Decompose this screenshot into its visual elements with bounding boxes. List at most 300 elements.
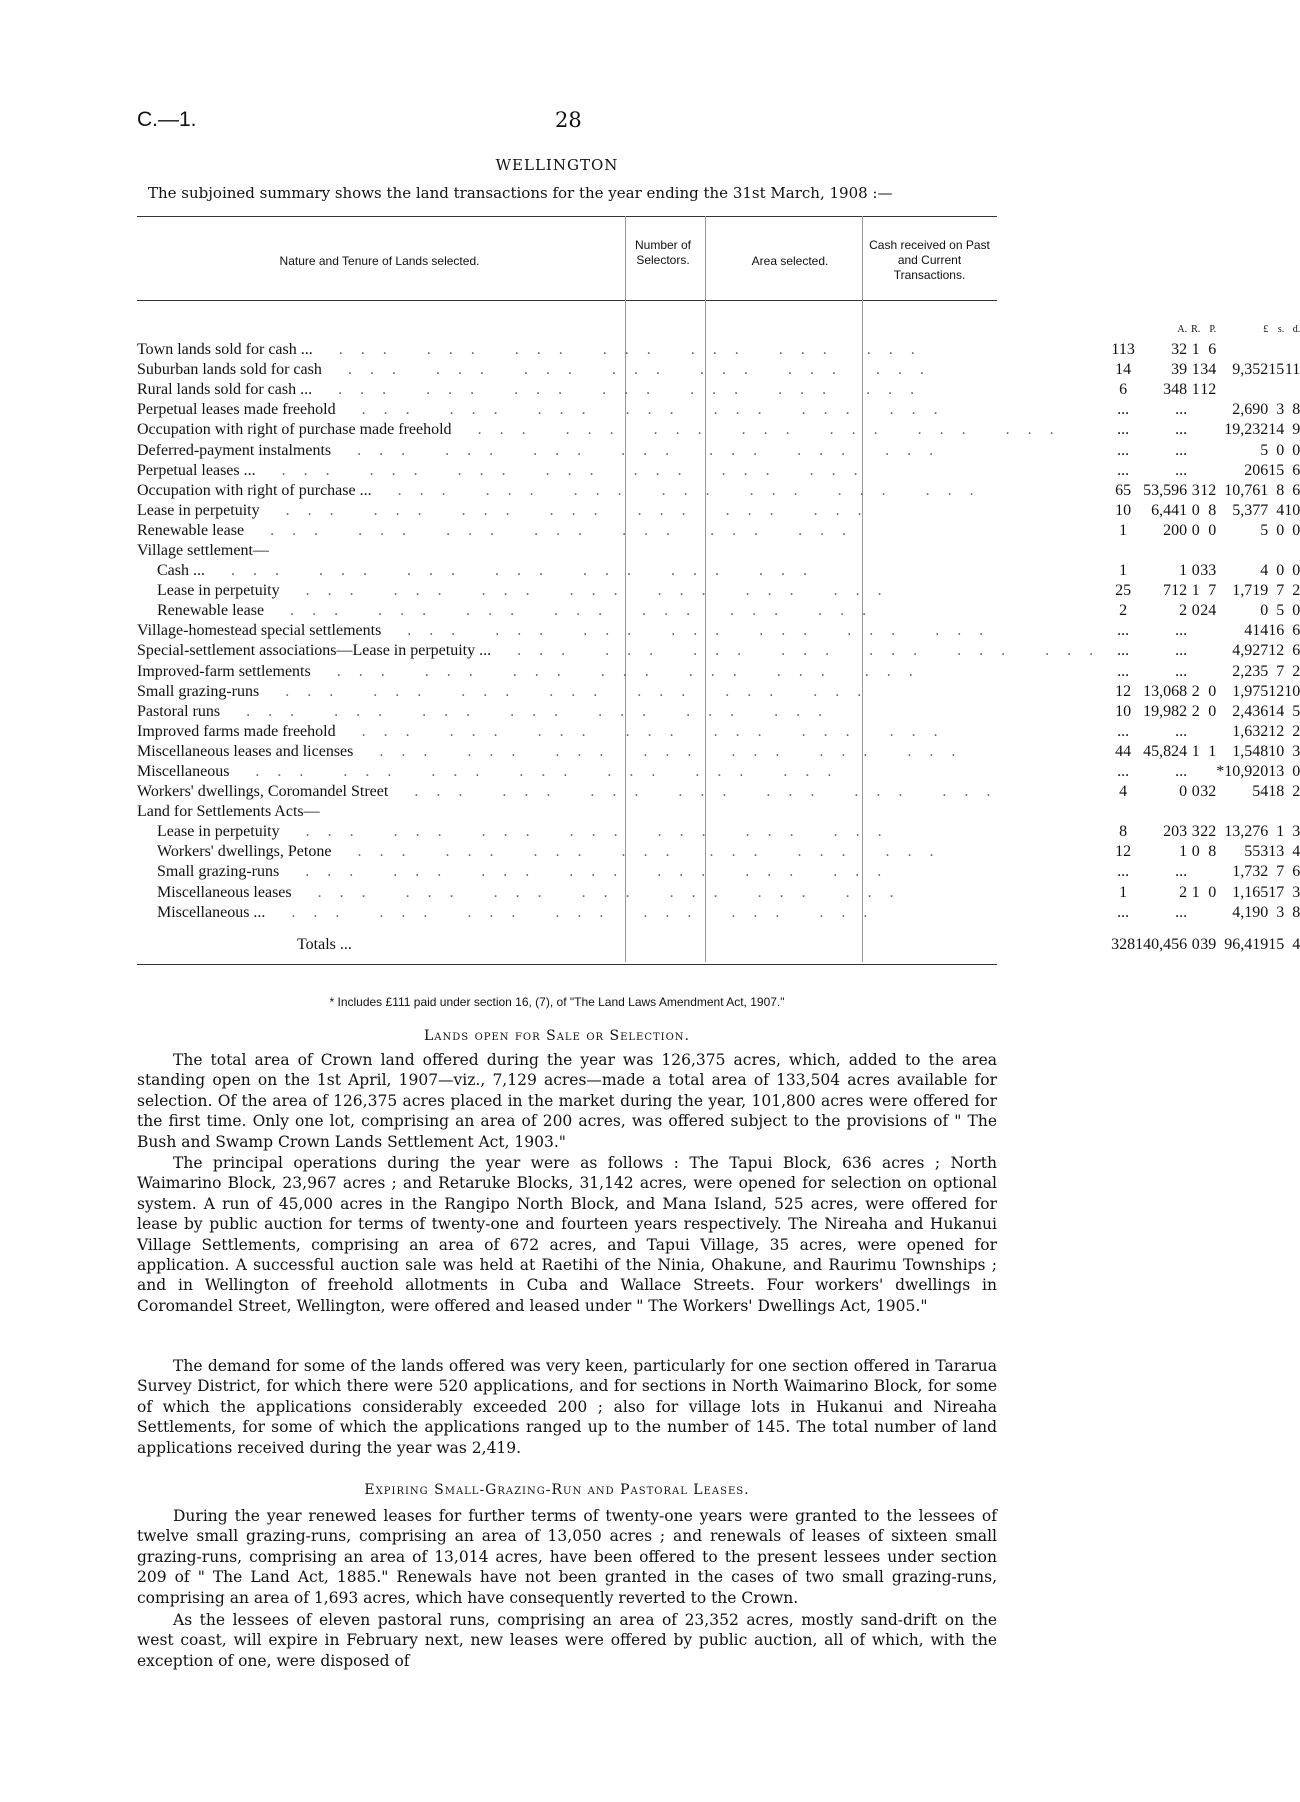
row-perches xyxy=(1200,420,1216,440)
leader-dots: ... ... ... ... ... ... ... xyxy=(269,903,886,921)
row-pounds xyxy=(1216,541,1268,561)
row-shillings: 15 xyxy=(1268,361,1285,379)
totals-pence: 4 xyxy=(1292,935,1300,953)
row-roods: 0 xyxy=(1191,562,1200,580)
row-nature-label: Lease in perpetuity xyxy=(157,582,284,599)
row-shillings: 7 xyxy=(1276,582,1285,600)
row-perches xyxy=(1200,662,1216,682)
row-perches: 8 xyxy=(1208,843,1217,861)
row-nature-label: Lease in perpetuity xyxy=(137,502,264,519)
row-roods: 0 xyxy=(1191,521,1200,539)
row-roods xyxy=(1191,440,1200,460)
table-row xyxy=(137,420,1300,440)
row-shillings: 1 xyxy=(1276,823,1285,841)
row-pounds: 4 xyxy=(1260,562,1269,580)
leader-dots: ... ... ... ... ... ... ... xyxy=(325,361,942,379)
row-selectors: 12 xyxy=(1115,843,1132,861)
row-shillings: 14 xyxy=(1268,702,1285,720)
row-pounds: 1,975 xyxy=(1232,682,1269,700)
row-roods xyxy=(1191,541,1200,561)
summary-intro: The subjoined summary shows the land transactions for the year ending the 31st March, 1908 :— xyxy=(148,184,893,202)
header-bottom-rule xyxy=(137,300,997,301)
units-row xyxy=(137,320,1300,340)
row-selectors: ... xyxy=(1117,622,1130,640)
row-acres: 0 xyxy=(1179,783,1188,801)
paragraph: As the lessees of eleven pastoral runs, comprising an area of 23,352 acres, mostly sand-drift on the west coast, will expire in February next, new leases were offered by public auction, all of which, with the exception of one, were disposed of xyxy=(137,1611,997,1670)
row-shillings: 0 xyxy=(1276,441,1285,459)
row-acres: ... xyxy=(1175,763,1188,781)
row-pence: 6 xyxy=(1292,481,1300,499)
table-row xyxy=(137,662,1300,682)
leader-dots: ... ... ... ... ... ... ... xyxy=(357,742,974,760)
row-nature-label: Village settlement— xyxy=(137,542,273,559)
row-roods: 3 xyxy=(1191,481,1200,499)
row-pence: 9 xyxy=(1292,421,1300,439)
row-shillings xyxy=(1268,541,1284,561)
row-acres: ... xyxy=(1175,642,1188,660)
row-pounds: 54 xyxy=(1252,783,1269,801)
unit-shillings: s. xyxy=(1277,324,1285,335)
row-perches: 0 xyxy=(1208,521,1217,539)
leader-dots: ... ... ... ... ... ... ... xyxy=(209,562,825,580)
row-nature-label: Miscellaneous xyxy=(137,763,233,780)
row-nature xyxy=(137,420,1111,440)
row-perches: 32 xyxy=(1200,783,1217,801)
row-roods xyxy=(1191,400,1200,420)
row-pounds: 1,719 xyxy=(1232,582,1269,600)
row-perches: 1 xyxy=(1208,742,1217,760)
row-acres: 200 xyxy=(1163,521,1188,539)
row-shillings: 0 xyxy=(1276,521,1285,539)
row-nature-label: Pastoral runs xyxy=(137,703,224,720)
row-perches: 0 xyxy=(1208,702,1217,720)
totals-acres: 140,456 xyxy=(1135,935,1188,953)
row-roods: 0 xyxy=(1191,843,1200,861)
table-row xyxy=(137,501,1300,521)
row-nature-label: Town lands sold for cash ... xyxy=(137,341,317,358)
row-acres: ... xyxy=(1175,622,1188,640)
table-row xyxy=(137,682,1300,702)
row-shillings: 4 xyxy=(1276,501,1285,519)
row-pence: 0 xyxy=(1292,521,1300,539)
row-roods xyxy=(1191,461,1200,481)
row-nature xyxy=(137,461,1111,481)
row-nature-label: Miscellaneous leases and licenses xyxy=(137,743,357,760)
row-selectors: ... xyxy=(1117,421,1130,439)
leader-dots: ... ... ... ... ... ... ... xyxy=(283,863,900,881)
table-row xyxy=(137,883,1300,903)
row-shillings: 12 xyxy=(1268,642,1285,660)
row-pence: 10 xyxy=(1284,501,1300,519)
table-row xyxy=(137,722,1300,742)
row-perches: 0 xyxy=(1208,682,1217,700)
table-top-rule xyxy=(137,216,997,217)
leader-dots: ... ... ... ... ... ... ... xyxy=(263,501,880,519)
row-pence: 6 xyxy=(1292,461,1300,479)
row-perches xyxy=(1200,621,1216,641)
totals-selectors: 328 xyxy=(1111,935,1136,953)
row-selectors: 14 xyxy=(1115,361,1132,379)
row-nature-label: Rural lands sold for cash ... xyxy=(137,381,316,398)
row-acres: ... xyxy=(1175,421,1188,439)
table-row xyxy=(137,521,1300,541)
table-row xyxy=(137,440,1300,460)
row-pounds: 414 xyxy=(1244,622,1269,640)
row-pounds: 1,548 xyxy=(1232,742,1269,760)
row-pence: 2 xyxy=(1292,582,1300,600)
row-pounds: 1,732 xyxy=(1232,863,1269,881)
row-nature xyxy=(137,682,1111,702)
row-nature xyxy=(137,481,1111,501)
unit-pence: d. xyxy=(1292,324,1300,335)
row-nature xyxy=(137,621,1111,641)
row-pence: 4 xyxy=(1292,843,1300,861)
row-pence: 0 xyxy=(1292,441,1300,459)
row-nature-label: Small grazing-runs xyxy=(157,863,283,880)
row-shillings: 16 xyxy=(1268,622,1285,640)
row-acres: 13,068 xyxy=(1143,682,1188,700)
row-pence: 3 xyxy=(1292,883,1300,901)
table-row xyxy=(137,742,1300,762)
row-pence: 6 xyxy=(1292,622,1300,640)
row-perches xyxy=(1200,862,1216,882)
leader-dots: ... ... ... ... ... ... ... xyxy=(263,682,880,700)
units-spacer xyxy=(1111,320,1135,340)
row-roods xyxy=(1191,662,1200,682)
row-shillings: 7 xyxy=(1276,863,1285,881)
row-acres: 1 xyxy=(1179,562,1188,580)
row-nature-label: Renewable lease xyxy=(137,522,248,539)
row-perches: 6 xyxy=(1208,341,1217,359)
row-nature-label: Lease in perpetuity xyxy=(157,823,284,840)
row-nature-label: Small grazing-runs xyxy=(137,683,263,700)
page-number: 28 xyxy=(555,108,582,132)
row-acres: 32 xyxy=(1171,341,1188,359)
leader-dots: ... ... ... ... ... ... ... xyxy=(268,602,885,620)
row-shillings: 15 xyxy=(1268,461,1285,479)
row-perches xyxy=(1200,903,1216,923)
row-selectors: 25 xyxy=(1115,582,1132,600)
row-nature xyxy=(137,903,1111,923)
table-row xyxy=(137,581,1300,601)
row-perches xyxy=(1200,541,1216,561)
row-perches: 22 xyxy=(1200,823,1217,841)
row-roods: 3 xyxy=(1191,823,1200,841)
row-acres: 348 xyxy=(1163,381,1188,399)
paragraph: The demand for some of the lands offered was very keen, particularly for one section offered in Tararua Survey District, for which there were 520 applications, and for sections in North Waimarino Block, for some of which the applications considerably exceeded 200 ; also for village lots in Hukanui and Nireaha Settlements, for some of which the applications ranged up to the number of 145. The total number of land applications received during the year was 2,419. xyxy=(137,1357,997,1457)
row-nature-label: Village-homestead special settlements xyxy=(137,622,385,639)
row-acres: 39 xyxy=(1171,361,1188,379)
row-pounds: 19,232 xyxy=(1224,421,1269,439)
row-shillings: 14 xyxy=(1268,421,1285,439)
row-selectors xyxy=(1111,802,1135,822)
row-shillings: 0 xyxy=(1276,562,1285,580)
table-row xyxy=(137,481,1300,501)
row-nature xyxy=(137,440,1111,460)
totals-pounds: 96,419 xyxy=(1224,935,1269,953)
row-nature xyxy=(137,380,1111,400)
row-nature xyxy=(137,862,1111,882)
row-selectors: 6 xyxy=(1119,381,1128,399)
row-shillings: 5 xyxy=(1276,602,1285,620)
table-row xyxy=(137,842,1300,862)
table-row xyxy=(137,903,1300,923)
row-pounds: 553 xyxy=(1244,843,1269,861)
totals-perches: 39 xyxy=(1200,935,1217,953)
row-perches: 8 xyxy=(1208,501,1217,519)
row-pounds xyxy=(1216,802,1268,822)
table-row xyxy=(137,561,1300,581)
row-nature-label: Miscellaneous ... xyxy=(157,904,269,921)
row-pounds: 206 xyxy=(1244,461,1269,479)
row-pounds: 2,235 xyxy=(1232,662,1269,680)
row-nature-label: Special-settlement associations—Lease in perpetuity ... xyxy=(137,642,495,659)
leader-dots: ... ... ... ... ... ... ... xyxy=(295,883,912,901)
row-pence: 3 xyxy=(1292,823,1300,841)
row-acres: ... xyxy=(1175,662,1188,680)
row-shillings: 12 xyxy=(1268,682,1285,700)
leader-dots: ... ... ... ... ... ... ... xyxy=(495,642,1112,660)
row-nature-label: Perpetual leases ... xyxy=(137,462,260,479)
row-pence: 10 xyxy=(1284,682,1300,700)
row-perches: 12 xyxy=(1200,381,1217,399)
leader-dots: ... ... ... ... ... ... ... xyxy=(283,823,900,841)
table-row xyxy=(137,862,1300,882)
row-roods: 1 xyxy=(1191,361,1200,379)
section-heading-lands-open: Lands open for Sale or Selection. xyxy=(423,1028,690,1044)
row-roods: 1 xyxy=(1191,381,1200,399)
row-nature-label: Renewable lease xyxy=(157,602,268,619)
row-pounds: 1,165 xyxy=(1232,883,1269,901)
row-perches xyxy=(1200,762,1216,782)
row-pence xyxy=(1284,541,1300,561)
row-acres: ... xyxy=(1175,722,1188,740)
col-header-area: Area selected. xyxy=(751,254,829,268)
row-selectors: 1 xyxy=(1119,562,1128,580)
row-pence: 6 xyxy=(1292,863,1300,881)
row-shillings: 18 xyxy=(1268,783,1285,801)
row-selectors: ... xyxy=(1117,401,1130,419)
row-acres: 712 xyxy=(1163,582,1188,600)
row-pence: 6 xyxy=(1292,642,1300,660)
leader-dots: ... ... ... ... ... ... ... xyxy=(335,843,952,861)
leader-dots: ... ... ... ... ... ... ... xyxy=(259,461,876,479)
row-acres: 19,982 xyxy=(1143,702,1188,720)
leader-dots: ... ... ... ... ... ... ... xyxy=(392,783,1009,801)
unit-acres: A. xyxy=(1177,324,1188,335)
table-row xyxy=(137,541,1300,561)
row-pence: 11 xyxy=(1284,361,1300,379)
paragraph: During the year renewed leases for further terms of twenty-one years were granted to the lessees of twelve small grazing-runs, comprising an area of 13,050 acres ; and renewals of leases of sixteen small grazing-runs, comprising an area of 13,014 acres, have been offered to the present lessees under section 209 of " The Land Act, 1885." Renewals have not been granted in the cases of two small grazing-runs, comprising an area of 1,693 acres, which have consequently reverted to the Crown. xyxy=(137,1507,997,1607)
row-selectors: ... xyxy=(1117,903,1130,921)
table-row xyxy=(137,601,1300,621)
row-shillings: 13 xyxy=(1268,843,1285,861)
row-nature xyxy=(137,581,1111,601)
col-header-cash: Cash received on Past and Current Transactions. xyxy=(869,238,990,282)
leader-dots: ... ... ... ... ... ... ... xyxy=(339,401,956,419)
row-roods: 0 xyxy=(1191,783,1200,801)
row-pounds: 5 xyxy=(1260,521,1269,539)
row-selectors: ... xyxy=(1117,642,1130,660)
totals-label: Totals ... xyxy=(297,935,352,953)
leader-dots: ... ... ... ... ... ... ... xyxy=(283,582,900,600)
row-nature xyxy=(137,340,1111,360)
row-pence: 0 xyxy=(1292,562,1300,580)
row-acres: ... xyxy=(1175,863,1188,881)
row-perches xyxy=(1200,802,1216,822)
row-roods xyxy=(1191,903,1200,923)
row-pence: 0 xyxy=(1292,763,1300,781)
units-spacer xyxy=(137,320,1111,340)
land-transactions-table xyxy=(137,320,1300,955)
row-nature xyxy=(137,822,1111,842)
row-acres xyxy=(1135,541,1191,561)
row-selectors: 65 xyxy=(1115,481,1132,499)
row-shillings: 10 xyxy=(1268,742,1285,760)
row-perches xyxy=(1200,722,1216,742)
row-perches xyxy=(1200,400,1216,420)
leader-dots: ... ... ... ... ... ... ... xyxy=(224,702,841,720)
row-nature xyxy=(137,842,1111,862)
table-row xyxy=(137,621,1300,641)
leader-dots: ... ... ... ... ... ... ... xyxy=(314,662,931,680)
row-acres: ... xyxy=(1175,461,1188,479)
row-nature xyxy=(137,601,1111,621)
row-selectors: 8 xyxy=(1119,823,1128,841)
table-row xyxy=(137,360,1300,380)
row-nature xyxy=(137,702,1111,722)
row-nature-label: Workers' dwellings, Petone xyxy=(157,843,335,860)
row-pounds: 4,190 xyxy=(1232,903,1269,921)
row-perches: 7 xyxy=(1208,582,1217,600)
row-pounds: *10,920 xyxy=(1216,763,1269,781)
row-shillings: 3 xyxy=(1276,903,1285,921)
footnote: * Includes £111 paid under section 16, (7), of "The Land Laws Amendment Act, 1907." xyxy=(329,995,785,1009)
row-nature xyxy=(137,501,1111,521)
row-acres: ... xyxy=(1175,441,1188,459)
row-perches: 33 xyxy=(1200,562,1217,580)
table-row xyxy=(137,461,1300,481)
report-reference: C.—1. xyxy=(137,108,197,131)
row-shillings: 13 xyxy=(1268,763,1285,781)
row-pence: 0 xyxy=(1292,602,1300,620)
row-selectors: 2 xyxy=(1119,602,1128,620)
row-nature xyxy=(137,561,1111,581)
row-pounds: 2,690 xyxy=(1232,401,1269,419)
row-acres: 53,596 xyxy=(1143,481,1188,499)
row-nature xyxy=(137,641,1111,661)
leader-dots: ... ... ... ... ... ... ... xyxy=(248,521,865,539)
row-nature xyxy=(137,742,1111,762)
row-perches xyxy=(1200,440,1216,460)
row-nature-label: Cash ... xyxy=(157,562,209,579)
row-selectors: 1 xyxy=(1119,521,1128,539)
unit-pounds: £ xyxy=(1263,324,1269,335)
row-acres: ... xyxy=(1175,401,1188,419)
row-pence xyxy=(1284,380,1300,400)
row-nature xyxy=(137,541,1111,561)
leader-dots: ... ... ... ... ... ... ... xyxy=(316,381,933,399)
paragraph: The principal operations during the year were as follows : The Tapui Block, 636 acres ; North Waimarino Block, 23,967 acres ; and Retaruke Blocks, 31,142 acres, were opened for selection on optional system. A run of 45,000 acres in the Rangipo North Block, and Mana Island, 525 acres, were offered for lease by public auction for terms of twenty-one and fourteen years respectively. The Nireaha and Hukanui Village Settlements, comprising an area of 672 acres, and Tapui Village, 35 acres, were opened for application. A successful auction sale was held at Raetihi of the Ninia, Ohakune, and Raurimu Townships ; and in Wellington of freehold allotments in Cuba and Wallace Streets. Four workers' dwellings in Coromandel Street, Wellington, were offered and leased under " The Workers' Dwellings Act, 1905." xyxy=(137,1154,997,1315)
row-perches: 34 xyxy=(1200,361,1217,379)
row-selectors: 10 xyxy=(1115,501,1132,519)
table-row xyxy=(137,822,1300,842)
row-roods: 2 xyxy=(1191,702,1200,720)
totals-roods: 0 xyxy=(1191,935,1200,953)
row-pounds: 2,436 xyxy=(1232,702,1269,720)
row-roods: 2 xyxy=(1191,682,1200,700)
row-pounds: 9,352 xyxy=(1232,361,1269,379)
row-shillings xyxy=(1268,340,1284,360)
row-acres: 203 xyxy=(1163,823,1188,841)
leader-dots: ... ... ... ... ... ... ... xyxy=(375,481,992,499)
table-row xyxy=(137,702,1300,722)
table-row xyxy=(137,340,1300,360)
row-nature-label: Miscellaneous leases xyxy=(157,884,296,901)
row-pence: 5 xyxy=(1292,702,1300,720)
row-pence: 2 xyxy=(1292,783,1300,801)
row-selectors: ... xyxy=(1117,863,1130,881)
row-acres: 2 xyxy=(1179,883,1188,901)
row-nature-label: Improved-farm settlements xyxy=(137,663,315,680)
row-shillings: 17 xyxy=(1268,883,1285,901)
row-perches: 0 xyxy=(1208,883,1217,901)
row-selectors: 1 xyxy=(1119,883,1128,901)
page-title: WELLINGTON xyxy=(495,156,619,174)
row-pence xyxy=(1284,340,1300,360)
row-acres: 1 xyxy=(1179,843,1188,861)
row-selectors: 12 xyxy=(1115,682,1132,700)
row-shillings: 12 xyxy=(1268,722,1285,740)
row-nature-label: Suburban lands sold for cash xyxy=(137,361,326,378)
table-row xyxy=(137,400,1300,420)
row-perches xyxy=(1200,461,1216,481)
totals-row xyxy=(137,923,1300,955)
row-nature-label: Occupation with right of purchase ... xyxy=(137,482,376,499)
row-nature-label: Land for Settlements Acts— xyxy=(137,803,324,820)
row-selectors: ... xyxy=(1117,722,1130,740)
row-selectors: ... xyxy=(1117,662,1130,680)
row-roods: 1 xyxy=(1191,341,1200,359)
row-pence: 2 xyxy=(1292,662,1300,680)
row-acres: 45,824 xyxy=(1143,742,1188,760)
row-acres: ... xyxy=(1175,903,1188,921)
unit-perches: P. xyxy=(1209,324,1217,335)
row-nature-label: Perpetual leases made freehold xyxy=(137,401,340,418)
row-pounds: 1,632 xyxy=(1232,722,1269,740)
row-shillings: 8 xyxy=(1276,481,1285,499)
row-nature xyxy=(137,400,1111,420)
row-roods: 0 xyxy=(1191,602,1200,620)
leader-dots: ... ... ... ... ... ... ... xyxy=(233,763,850,781)
col-header-selectors: Number of Selectors. xyxy=(634,238,692,267)
row-roods: 1 xyxy=(1191,883,1200,901)
row-shillings: 7 xyxy=(1276,662,1285,680)
row-nature xyxy=(137,521,1111,541)
row-shillings: 3 xyxy=(1276,401,1285,419)
row-nature-label: Occupation with right of purchase made freehold xyxy=(137,421,456,438)
row-selectors: 4 xyxy=(1119,783,1128,801)
totals-shillings: 15 xyxy=(1268,935,1285,953)
row-nature-label: Improved farms made freehold xyxy=(137,723,340,740)
row-nature xyxy=(137,782,1111,802)
table-row xyxy=(137,641,1300,661)
row-selectors: ... xyxy=(1117,763,1130,781)
row-acres: 6,441 xyxy=(1151,501,1188,519)
row-roods xyxy=(1191,862,1200,882)
row-pounds: 13,276 xyxy=(1224,823,1269,841)
row-roods xyxy=(1191,762,1200,782)
